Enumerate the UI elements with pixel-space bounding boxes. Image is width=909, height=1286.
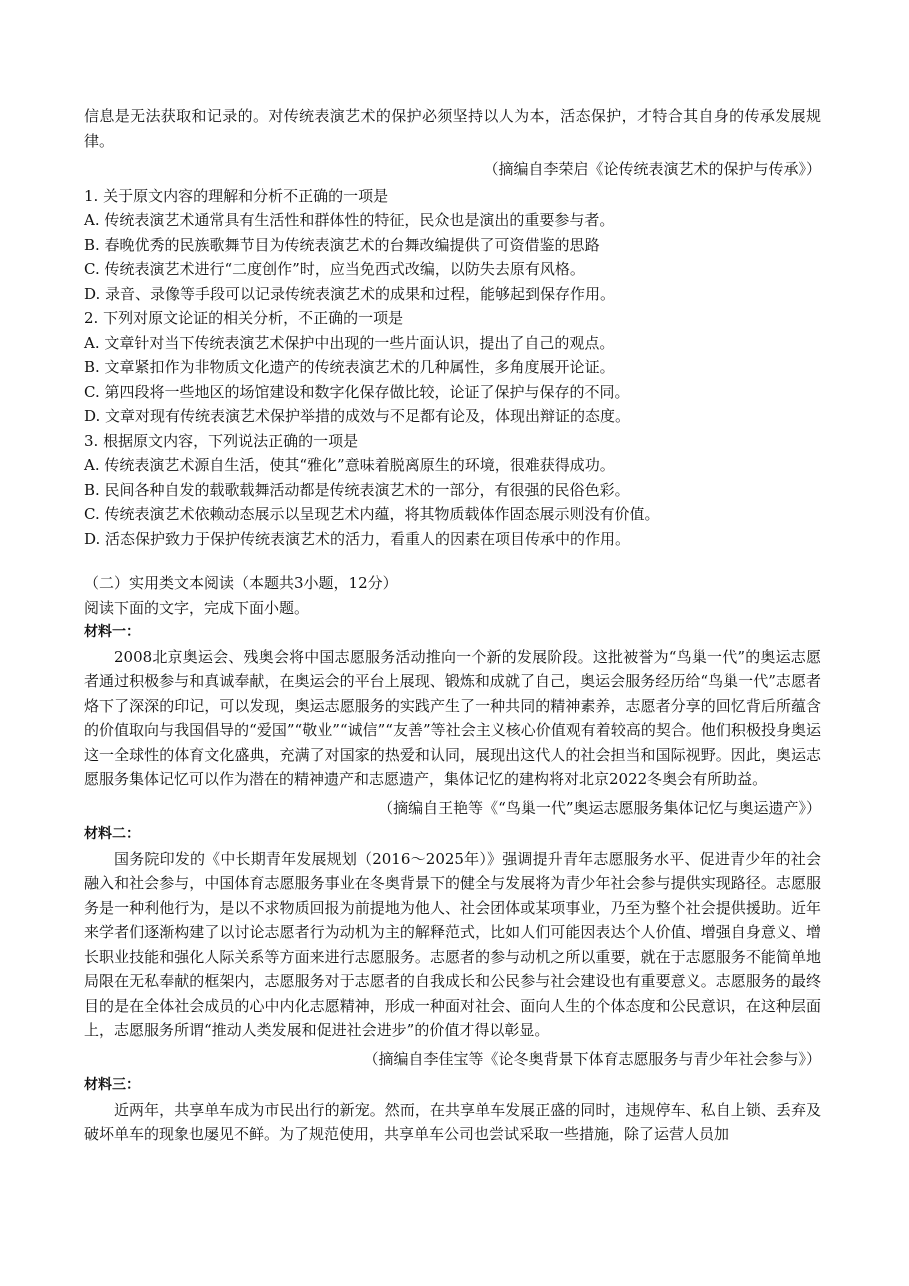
question-1 — [84, 184, 821, 307]
material-2 — [84, 822, 821, 1071]
material-text: 近两年，共享单车成为市民出行的新宠。然而，在共享单车发展正盛的同时，违规停车、私自上锁、丢弃及破坏单车的现象也屡见不鲜。为了规范使用，共享单车公司也尝试采取一些措施，除了运营人员加 — [84, 1100, 821, 1143]
option-c: C. 传统表演艺术进行“二度创作”时，应当免西式改编，以防失去原有风格。 — [84, 260, 585, 278]
passage-source: （摘编自李荣启《论传统表演艺术的保护与传承》） — [483, 160, 821, 178]
question-2 — [84, 306, 821, 429]
material-text: 国务院印发的《中长期青年发展规划（2016～2025年）》强调提升青年志愿服务水平、促进青少年的社会融入和社会参与，中国体育志愿服务事业在冬奥背景下的健全与发展将为青少年社会参与提供实现路径。志愿服务是一种利他行为，是以不求物质回报为前提地为他人、社会团体或某项事业，乃至为整个社会提供援助。近年来学者们逐渐构建了以讨论志愿者行为动机为主的解释范式，比如人们可能因表达个人价值、增强自身意义、增长职业技能和强化人际关系等方面来进行志愿服务。志愿者的参与动机之所以重要，就在于志愿服务不能简单地局限在无私奉献的框架内，志愿服务对于志愿者的自我成长和公民参与社会建设也有重要意义。志愿服务的最终目的是在全体社会成员的心中内化志愿精神，形成一种面对社会、面向人生的个体态度和公民意识，在这种层面上，志愿服务所谓“推动人类发展和促进社会进步”的价值才得以彰显。 — [84, 849, 821, 1039]
question-stem: 2. 下列对原文论证的相关分析，不正确的一项是 — [84, 309, 404, 327]
material-source: （摘编自李佳宝等《论冬奥背景下体育志愿服务与青少年社会参与》） — [363, 1049, 821, 1068]
question-3 — [84, 429, 821, 552]
option-a: A. 传统表演艺术源自生活，使其“雅化”意味着脱离原生的环境，很难获得成功。 — [84, 456, 615, 474]
material-text: 2008北京奥运会、残奥会将中国志愿服务活动推向一个新的发展阶段。这批被誉为“鸟巢一代”的奥运志愿者通过积极参与和真诚奉献，在奥运会的平台上展现、锻炼和成就了自己，奥运会服务经历给“鸟巢一代”志愿者烙下了深深的印记，可以发现，奥运志愿服务的实践产生了一种共同的精神素养，志愿者分享的回忆背后所蕴含的价值取向与我国倡导的“爱国”“敬业”“诚信”“友善”等社会主义核心价值观有着较高的契合。他们积极投身奥运这一全球性的体育文化盛典，充满了对国家的热爱和认同，展现出这代人的社会担当和国际视野。因此，奥运志愿服务集体记忆可以作为潜在的精神遗产和志愿遗产，集体记忆的建构将对北京2022冬奥会有所助益。 — [84, 647, 821, 788]
question-stem: 3. 根据原文内容，下列说法正确的一项是 — [84, 431, 359, 450]
material-3 — [84, 1073, 821, 1147]
passage-continuation: 信息是无法获取和记录的。对传统表演艺术的保护必须坚持以人为本，活态保护，才特合其自身的传承发展规律。 — [84, 107, 821, 150]
section-title: （二）实用类文本阅读（本题共3小题，12分） — [84, 574, 398, 592]
option-b: B. 文章紧扣作为非物质文化遗产的传统表演艺术的几种属性，多角度展开论证。 — [84, 358, 615, 376]
option-d: D. 录音、录像等手段可以记录传统表演艺术的成果和过程，能够起到保存作用。 — [84, 284, 616, 303]
material-heading: 材料二： — [84, 826, 140, 842]
material-source: （摘编自王艳等《“鸟巢一代”奥运志愿服务集体记忆与奥运遗产》） — [378, 798, 821, 817]
question-stem: 1. 关于原文内容的理解和分析不正确的一项是 — [84, 186, 389, 205]
section-instruction: 阅读下面的文字，完成下面小题。 — [84, 598, 310, 617]
option-c: C. 第四段将一些地区的场馆建设和数字化保存做比较，论证了保护与保存的不同。 — [84, 382, 630, 401]
option-b: B. 春晚优秀的民族歌舞节目为传统表演艺术的台舞改编提供了可资借鉴的思路 — [84, 235, 600, 254]
option-d: D. 文章对现有传统表演艺术保护举措的成效与不足都有论及，体现出辩证的态度。 — [84, 407, 631, 425]
option-a: A. 文章针对当下传统表演艺术保护中出现的一些片面认识，提出了自己的观点。 — [84, 333, 615, 352]
option-c: C. 传统表演艺术依赖动态展示以呈现艺术内蕴，将其物质载体作固态展示则没有价值。 — [84, 505, 660, 523]
option-d: D. 活态保护致力于保护传统表演艺术的活力，看重人的因素在项目传承中的作用。 — [84, 529, 631, 548]
option-a: A. 传统表演艺术通常具有生活性和群体性的特征，民众也是演出的重要参与者。 — [84, 211, 615, 229]
material-heading: 材料三： — [84, 1077, 140, 1093]
option-b: B. 民间各种自发的载歌载舞活动都是传统表演艺术的一部分，有很强的民俗色彩。 — [84, 480, 630, 499]
material-1 — [84, 620, 821, 820]
material-heading: 材料一： — [84, 624, 140, 640]
